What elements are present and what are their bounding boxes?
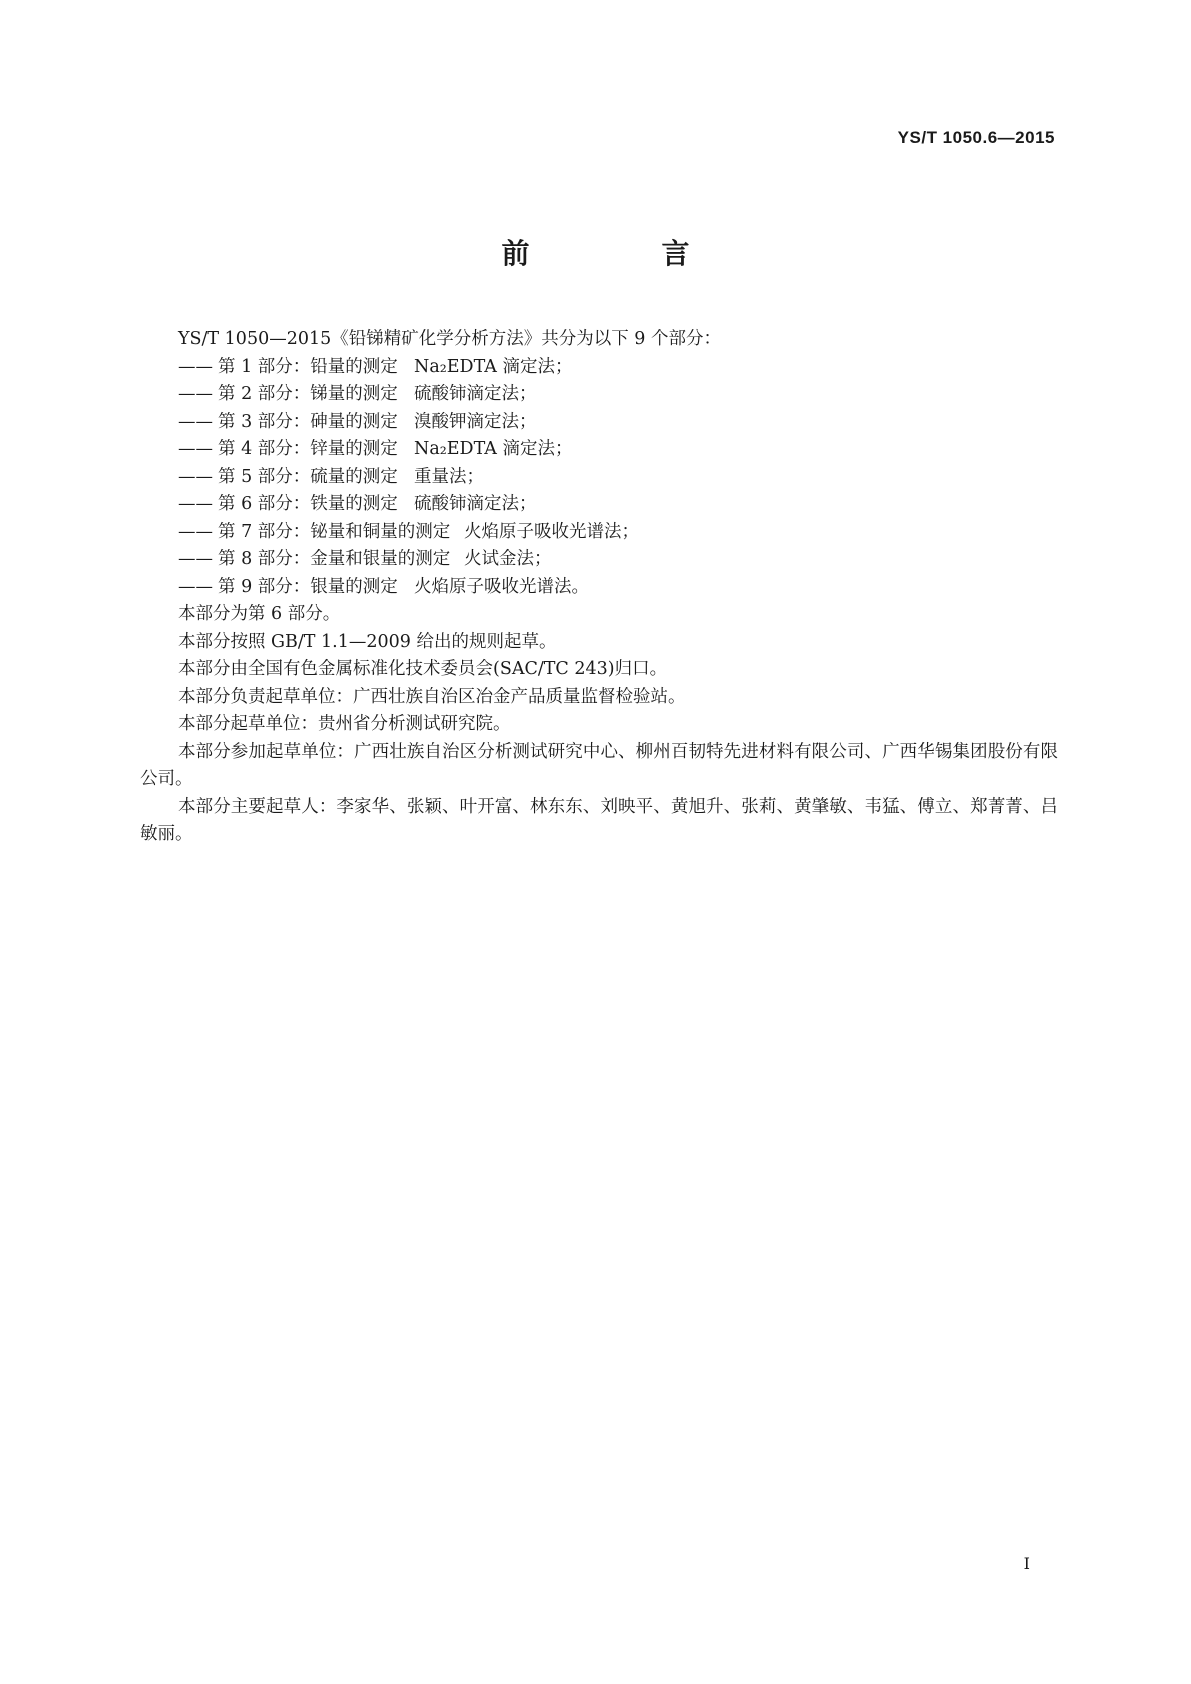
paragraph-participating-units: 本部分参加起草单位：广西壮族自治区分析测试研究中心、柳州百韧特先进材料有限公司、广西华锡集团股份有限公司。 — [140, 741, 1058, 789]
part-method: Na₂EDTA 滴定法； — [414, 439, 573, 459]
part-method: Na₂EDTA 滴定法； — [414, 356, 573, 377]
parts-list — [140, 354, 1058, 602]
paragraph-part-number: 本部分为第 6 部分。 — [178, 604, 341, 624]
list-item — [140, 546, 1058, 574]
part-caption: 第 2 部分：锑量的测定 — [218, 384, 398, 404]
standard-code: YS/T 1050.6—2015 — [897, 128, 1055, 147]
list-item — [140, 436, 1058, 464]
paragraph-main-drafters: 本部分主要起草人：李家华、张颖、叶开富、林东东、刘映平、黄旭升、张莉、黄肇敏、韦猛、傅立、郑菁菁、吕敏丽。 — [140, 796, 1058, 844]
part-method: 硫酸铈滴定法； — [414, 494, 537, 514]
list-dash: —— — [178, 576, 213, 597]
part-caption: 第 6 部分：铁量的测定 — [218, 494, 398, 514]
part-method: 火试金法； — [464, 549, 552, 569]
paragraph-drafting-unit: 本部分起草单位：贵州省分析测试研究院。 — [178, 714, 511, 734]
part-method: 溴酸钾滴定法； — [414, 411, 537, 432]
list-dash: —— — [178, 356, 213, 377]
part-caption: 第 7 部分：铋量和铜量的测定 — [218, 521, 451, 542]
part-caption: 第 4 部分：锌量的测定 — [218, 439, 398, 459]
list-dash: —— — [178, 521, 213, 542]
list-item — [140, 519, 1058, 547]
part-caption: 第 8 部分：金量和银量的测定 — [218, 549, 451, 569]
list-dash: —— — [178, 549, 213, 569]
document-body — [140, 326, 1058, 849]
part-caption: 第 3 部分：砷量的测定 — [218, 411, 398, 432]
part-method: 火焰原子吸收光谱法。 — [414, 576, 589, 597]
part-caption: 第 5 部分：硫量的测定 — [218, 466, 398, 487]
paragraph-drafting-rules: 本部分按照 GB/T 1.1—2009 给出的规则起草。 — [178, 631, 557, 652]
list-item — [140, 409, 1058, 437]
list-dash: —— — [178, 466, 213, 487]
list-dash: —— — [178, 439, 213, 459]
list-dash: —— — [178, 411, 213, 432]
list-dash: —— — [178, 384, 213, 404]
page-number: I — [1023, 1554, 1030, 1573]
list-item — [140, 491, 1058, 519]
part-method: 重量法； — [414, 466, 484, 487]
part-method: 火焰原子吸收光谱法； — [464, 521, 639, 542]
list-item — [140, 574, 1058, 602]
part-method: 硫酸铈滴定法； — [414, 384, 537, 404]
list-dash: —— — [178, 494, 213, 514]
list-item — [140, 464, 1058, 492]
part-caption: 第 9 部分：银量的测定 — [218, 576, 398, 597]
intro-line: YS/T 1050—2015《铅锑精矿化学分析方法》共分为以下 9 个部分： — [178, 329, 722, 349]
paragraph-administration: 本部分由全国有色金属标准化技术委员会(SAC/TC 243)归口。 — [178, 659, 668, 679]
list-item — [140, 381, 1058, 409]
list-item — [140, 354, 1058, 382]
part-caption: 第 1 部分：铅量的测定 — [218, 356, 398, 377]
paragraph-responsible-unit: 本部分负责起草单位：广西壮族自治区冶金产品质量监督检验站。 — [178, 686, 686, 707]
page-title: 前 言 — [501, 237, 742, 270]
